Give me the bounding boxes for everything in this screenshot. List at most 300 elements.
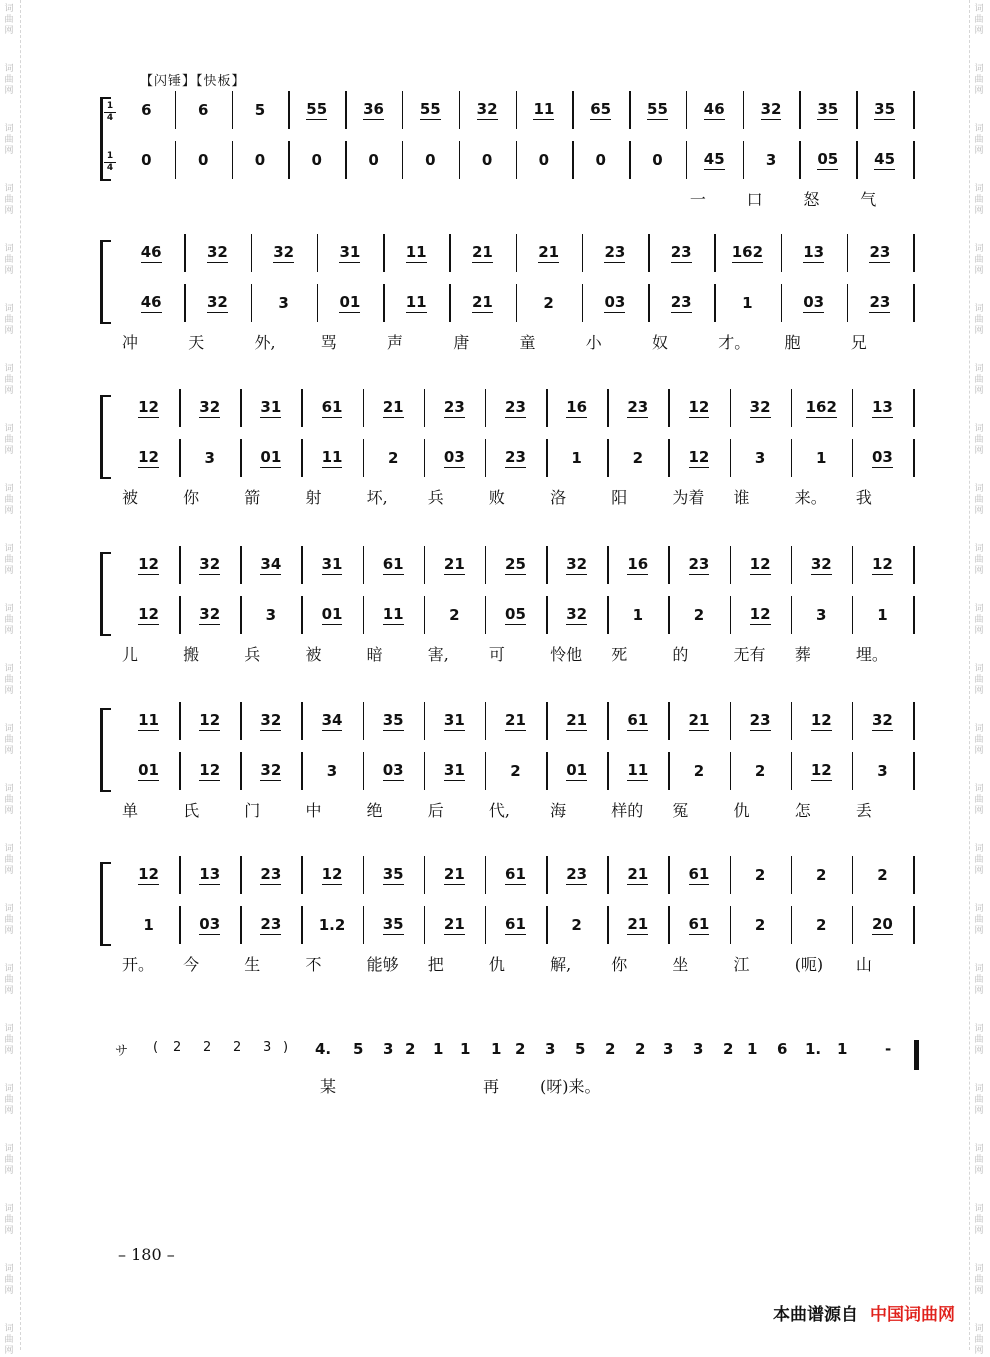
- watermark-char: 网: [4, 866, 14, 876]
- barline: [240, 752, 242, 790]
- barline: [179, 702, 181, 740]
- note-text: 01: [138, 761, 159, 779]
- barline: [648, 234, 650, 272]
- lyric-syllable: 中: [305, 801, 322, 820]
- note-group: [232, 145, 289, 175]
- note-text: 35: [382, 711, 404, 729]
- watermark-char: 曲: [974, 375, 984, 385]
- note-group: [607, 600, 668, 630]
- barline: [301, 389, 303, 427]
- note-text: 23: [443, 398, 465, 416]
- barline: [607, 752, 609, 790]
- note-text: 21: [443, 915, 465, 933]
- watermark-char: 词: [974, 1264, 984, 1274]
- note-text: 21: [382, 398, 404, 416]
- lyric-syllable: 样的: [611, 801, 644, 820]
- note-group: [301, 393, 362, 423]
- note-group: [856, 145, 913, 175]
- note-group: [118, 910, 179, 940]
- note-text: 21: [627, 915, 649, 933]
- note-text: 11: [138, 711, 159, 729]
- lyric-syllable: 兵: [427, 488, 444, 507]
- free-note: 6: [777, 1040, 788, 1058]
- barline: [856, 91, 858, 129]
- watermark-char: 词: [974, 1024, 984, 1034]
- note-group: [791, 706, 852, 736]
- note-group: [179, 910, 240, 940]
- barline: [546, 439, 548, 477]
- lyric-syllable: 的: [672, 645, 689, 664]
- note-group: [301, 860, 362, 890]
- note-text: 32: [871, 711, 893, 729]
- barline: [714, 234, 716, 272]
- note-group: [546, 443, 607, 473]
- watermark-char: 词: [974, 964, 984, 974]
- watermark-char: 曲: [974, 555, 984, 565]
- barline: [686, 141, 688, 179]
- note-group: [629, 145, 686, 175]
- barline: [791, 389, 793, 427]
- barline: [485, 856, 487, 894]
- barline: [852, 439, 854, 477]
- upper-staff: [106, 95, 925, 125]
- barline: [730, 546, 732, 584]
- note-group: [781, 288, 847, 318]
- note-text: 01: [339, 293, 361, 311]
- barline: [301, 856, 303, 894]
- barline: [240, 389, 242, 427]
- lyrics-row: [118, 187, 925, 209]
- lyric-syllable: 阳: [611, 488, 628, 507]
- note-text: 1: [816, 449, 827, 467]
- watermark-char: 网: [974, 866, 984, 876]
- barline: [485, 596, 487, 634]
- note-text: 2: [571, 916, 582, 934]
- note-text: 31: [339, 243, 361, 261]
- watermark-char: 词: [4, 184, 14, 194]
- note-text: 0: [368, 151, 379, 169]
- score-system: [100, 550, 925, 664]
- note-text: 21: [505, 711, 526, 729]
- free-note: 3: [263, 1040, 272, 1055]
- note-text: 36: [363, 100, 384, 118]
- barline: [572, 141, 574, 179]
- note-text: 11: [321, 448, 343, 466]
- note-text: 1: [742, 294, 753, 312]
- note-group: [301, 550, 362, 580]
- note-text: 55: [647, 100, 668, 118]
- note-group: [383, 238, 449, 268]
- note-text: 1: [877, 606, 888, 624]
- note-text: 32: [206, 293, 228, 311]
- note-text: 03: [199, 915, 221, 933]
- barline: [852, 702, 854, 740]
- watermark-char: 曲: [4, 915, 14, 925]
- note-text: 12: [199, 761, 221, 779]
- barline: [668, 389, 670, 427]
- note-text: 13: [803, 243, 825, 261]
- lyric-syllable: 葬: [794, 645, 811, 664]
- note-group: [668, 393, 729, 423]
- barline: [179, 439, 181, 477]
- note-text: 16: [627, 555, 649, 573]
- barline: [607, 389, 609, 427]
- barline: [730, 906, 732, 944]
- note-text: 3: [204, 449, 215, 467]
- note-text: 31: [260, 398, 282, 416]
- note-group: [799, 95, 856, 125]
- note-group: [485, 550, 546, 580]
- watermark-char: 曲: [4, 1215, 14, 1225]
- note-group: [459, 145, 516, 175]
- watermark-char: 词: [4, 664, 14, 674]
- watermark-char: 网: [4, 986, 14, 996]
- note-group: [730, 550, 791, 580]
- note-group: [301, 756, 362, 786]
- note-group: [118, 550, 179, 580]
- note-text: 1.2: [318, 916, 346, 934]
- watermark-char: 网: [4, 1286, 14, 1296]
- note-group: [668, 860, 729, 890]
- watermark-char: 词: [4, 244, 14, 254]
- note-group: [301, 600, 362, 630]
- barline: [240, 702, 242, 740]
- watermark-char: 曲: [4, 255, 14, 265]
- barline: [781, 284, 783, 322]
- lyrics-row: [118, 330, 925, 352]
- watermark-char: 网: [974, 746, 984, 756]
- score-system: [100, 860, 925, 974]
- barline: [485, 752, 487, 790]
- note-group: [251, 288, 317, 318]
- note-text: 23: [627, 398, 649, 416]
- note-text: 2: [693, 606, 705, 624]
- note-group: [118, 238, 184, 268]
- note-text: 3: [326, 762, 338, 780]
- watermark-char: 网: [4, 626, 14, 636]
- note-text: 3: [754, 449, 766, 467]
- note-group: [852, 706, 913, 736]
- watermark-char: 网: [974, 1286, 984, 1296]
- note-group: [251, 238, 317, 268]
- note-group: [175, 95, 232, 125]
- barline: [363, 546, 365, 584]
- note-group: [118, 706, 179, 736]
- note-text: 35: [817, 100, 839, 118]
- note-text: 03: [803, 293, 825, 311]
- barline: [424, 752, 426, 790]
- note-text: 05: [817, 150, 839, 168]
- note-group: [424, 706, 485, 736]
- source-site-link[interactable]: 中国词曲网: [870, 1305, 955, 1325]
- note-group: [363, 910, 424, 940]
- lower-staff: [118, 600, 925, 630]
- barline: [852, 596, 854, 634]
- note-group: [743, 95, 800, 125]
- free-note: 5: [575, 1040, 586, 1058]
- watermark-char: 网: [4, 266, 14, 276]
- barline: [363, 906, 365, 944]
- note-text: 2: [510, 762, 521, 780]
- lyric-syllable: 门: [244, 801, 261, 820]
- note-group: [791, 860, 852, 890]
- watermark-char: 网: [974, 1166, 984, 1176]
- watermark-char: 网: [974, 566, 984, 576]
- watermark-char: 网: [974, 206, 984, 216]
- note-group: [301, 910, 362, 940]
- note-group: [118, 393, 179, 423]
- free-note: 2: [605, 1040, 616, 1058]
- note-group: [363, 393, 424, 423]
- watermark-char: 词: [4, 1024, 14, 1034]
- upper-staff: [118, 550, 925, 580]
- note-group: [288, 145, 345, 175]
- note-group: [730, 600, 791, 630]
- barline: [485, 439, 487, 477]
- watermark-char: 曲: [4, 75, 14, 85]
- note-text: 2: [543, 294, 554, 312]
- barline: [363, 596, 365, 634]
- watermark-char: 词: [974, 364, 984, 374]
- upper-staff: [118, 393, 925, 423]
- watermark-char: 网: [974, 986, 984, 996]
- note-text: 12: [321, 865, 343, 883]
- note-text: 61: [627, 711, 649, 729]
- barline: [516, 234, 518, 272]
- barline: [251, 234, 253, 272]
- note-group: [424, 860, 485, 890]
- barline: [913, 906, 915, 944]
- lyric-syllable: 把: [427, 955, 444, 974]
- note-text: 3: [816, 606, 827, 624]
- watermark-char: 曲: [974, 315, 984, 325]
- note-text: 32: [476, 100, 498, 118]
- note-text: 32: [566, 605, 588, 623]
- note-text: 31: [321, 555, 343, 573]
- note-group: [582, 288, 648, 318]
- watermark-char: 曲: [4, 675, 14, 685]
- watermark-char: 曲: [4, 1155, 14, 1165]
- note-text: 2: [693, 762, 705, 780]
- barline: [485, 906, 487, 944]
- note-text: 34: [321, 711, 343, 729]
- note-text: 23: [749, 711, 771, 729]
- watermark-char: 网: [974, 86, 984, 96]
- note-group: [179, 860, 240, 890]
- note-text: 03: [604, 293, 626, 311]
- lyric-syllable: 唐: [453, 333, 470, 352]
- watermark-char: 词: [974, 904, 984, 914]
- barline: [730, 439, 732, 477]
- watermark-char: 词: [974, 664, 984, 674]
- barline: [449, 284, 451, 322]
- note-group: [546, 756, 607, 786]
- note-group: [668, 756, 729, 786]
- note-group: [730, 443, 791, 473]
- note-text: 1: [571, 449, 582, 467]
- barline: [913, 752, 915, 790]
- note-group: [668, 910, 729, 940]
- note-text: 12: [138, 555, 159, 573]
- time-signature-bottom: 4: [106, 163, 114, 173]
- lyric-syllable: 丢: [855, 801, 872, 820]
- watermark-char: 曲: [4, 1095, 14, 1105]
- watermark-char: 网: [4, 206, 14, 216]
- lyric-syllable: 不: [305, 955, 322, 974]
- lyric-syllable: 怜他: [550, 645, 583, 664]
- barline: [240, 856, 242, 894]
- watermark-char: 词: [974, 184, 984, 194]
- note-group: [363, 756, 424, 786]
- note-group: [240, 706, 301, 736]
- note-text: 61: [382, 555, 404, 573]
- lyric-syllable: 再: [483, 1077, 500, 1096]
- upper-staff: [118, 238, 925, 268]
- barline: [607, 439, 609, 477]
- lyric-syllable: 来。: [794, 488, 827, 507]
- watermark-char: 曲: [4, 555, 14, 565]
- note-text: 21: [471, 243, 493, 261]
- free-note: 2: [203, 1040, 212, 1055]
- note-group: [607, 860, 668, 890]
- barline: [317, 234, 319, 272]
- barline: [852, 546, 854, 584]
- barline: [791, 906, 793, 944]
- barline: [459, 141, 461, 179]
- note-text: 16: [566, 398, 588, 416]
- note-text: 32: [810, 555, 832, 573]
- watermark-char: 词: [974, 1084, 984, 1094]
- note-group: [791, 393, 852, 423]
- lyric-syllable: 胞: [784, 333, 801, 352]
- note-group: [118, 145, 175, 175]
- lyric-syllable: 代,: [488, 801, 511, 820]
- note-text: 0: [141, 151, 152, 169]
- watermark-char: 词: [974, 784, 984, 794]
- note-group: [791, 443, 852, 473]
- lyric-syllable: 兵: [244, 645, 261, 664]
- note-group: [184, 238, 250, 268]
- lyric-syllable: 开。: [122, 955, 155, 974]
- note-group: [485, 600, 546, 630]
- score-system: [100, 706, 925, 820]
- note-group: [424, 600, 485, 630]
- note-text: 2: [754, 762, 766, 780]
- note-group: [179, 600, 240, 630]
- note-group: [345, 95, 402, 125]
- barline: [546, 702, 548, 740]
- lyric-syllable: 坐: [672, 955, 689, 974]
- note-group: [179, 550, 240, 580]
- note-text: 162: [805, 398, 837, 416]
- note-group: [383, 288, 449, 318]
- note-text: 2: [877, 866, 888, 884]
- lower-staff: [118, 910, 925, 940]
- lyric-syllable: 射: [305, 488, 322, 507]
- barline: [240, 439, 242, 477]
- watermark-char: 词: [974, 604, 984, 614]
- barline: [913, 234, 915, 272]
- barline: [402, 91, 404, 129]
- lyric-syllable: 一: [689, 190, 706, 209]
- watermark-char: 词: [4, 4, 14, 14]
- watermark-char: 网: [4, 506, 14, 516]
- watermark-char: 曲: [974, 855, 984, 865]
- watermark-char: 网: [974, 386, 984, 396]
- note-group: [668, 600, 729, 630]
- barline: [301, 906, 303, 944]
- watermark-char: 网: [4, 1346, 14, 1356]
- note-group: [714, 238, 780, 268]
- barline: [546, 856, 548, 894]
- lyric-syllable: 儿: [122, 645, 139, 664]
- system-brace: [100, 552, 111, 636]
- note-text: 46: [703, 100, 725, 118]
- barline: [791, 752, 793, 790]
- barline: [184, 234, 186, 272]
- lower-staff: [118, 288, 925, 318]
- watermark-char: 网: [4, 1106, 14, 1116]
- barline: [629, 141, 631, 179]
- barline: [668, 752, 670, 790]
- time-signature-top: 1: [106, 101, 114, 111]
- note-group: [852, 860, 913, 890]
- note-group: [546, 910, 607, 940]
- note-text: 1: [632, 606, 643, 624]
- watermark-char: 词: [974, 844, 984, 854]
- barline: [582, 234, 584, 272]
- note-group: [730, 706, 791, 736]
- barline: [799, 91, 801, 129]
- source-credit[interactable]: [773, 1300, 955, 1325]
- watermark-char: 词: [4, 484, 14, 494]
- note-group: [852, 550, 913, 580]
- barline: [516, 284, 518, 322]
- note-text: 21: [538, 243, 560, 261]
- barline: [424, 906, 426, 944]
- free-note: 2: [723, 1040, 734, 1058]
- note-group: [485, 393, 546, 423]
- watermark-char: 曲: [4, 495, 14, 505]
- note-text: 23: [505, 448, 526, 466]
- watermark-char: 曲: [974, 1275, 984, 1285]
- watermark-char: 网: [974, 446, 984, 456]
- barline: [363, 702, 365, 740]
- note-group: [516, 95, 573, 125]
- note-group: [118, 756, 179, 786]
- note-text: 12: [138, 398, 159, 416]
- note-group: [424, 550, 485, 580]
- lyric-syllable: 气: [860, 190, 877, 209]
- barline: [383, 234, 385, 272]
- watermark-char: 词: [4, 424, 14, 434]
- note-text: 2: [816, 866, 827, 884]
- lyric-syllable: 今: [183, 955, 200, 974]
- note-text: 11: [627, 761, 649, 779]
- note-text: 45: [874, 150, 896, 168]
- note-group: [288, 95, 345, 125]
- note-text: 32: [273, 243, 295, 261]
- note-group: [424, 443, 485, 473]
- lyric-syllable: 被: [305, 645, 322, 664]
- lyrics-row: [118, 952, 925, 974]
- barline: [730, 596, 732, 634]
- note-group: [791, 910, 852, 940]
- note-group: [648, 238, 714, 268]
- barline: [424, 546, 426, 584]
- note-group: [546, 550, 607, 580]
- note-group: [847, 288, 913, 318]
